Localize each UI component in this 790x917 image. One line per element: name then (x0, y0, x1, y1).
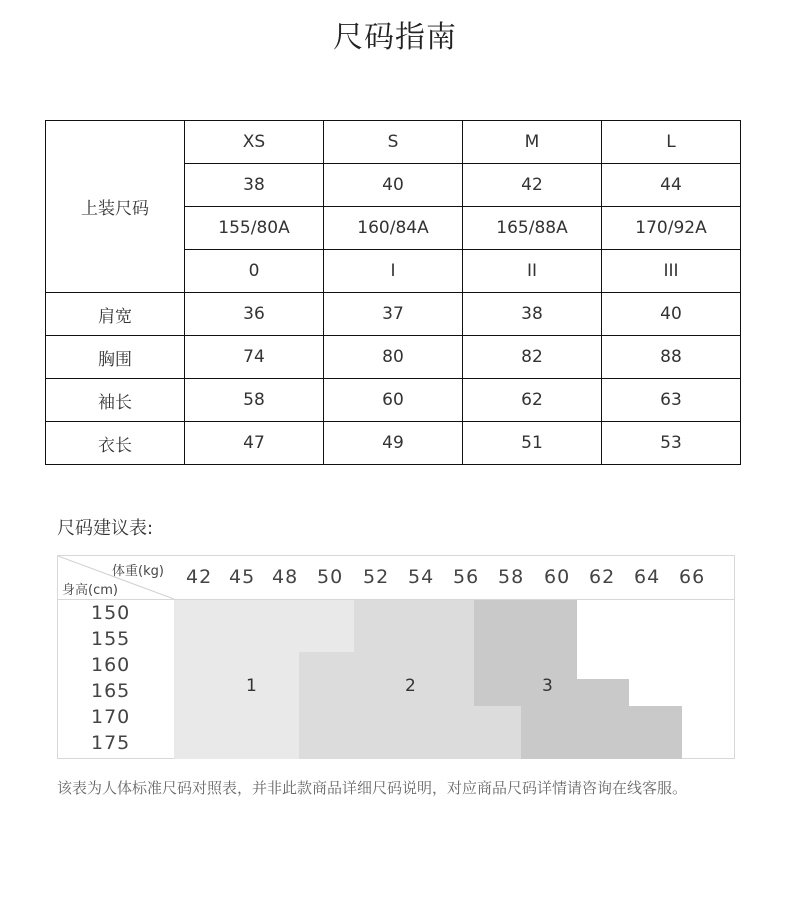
weight-tick: 52 (363, 566, 390, 588)
number-cell: 42 (463, 164, 602, 207)
height-tick: 160 (91, 654, 131, 676)
height-label: 身高(cm) (62, 583, 118, 598)
table-row (46, 336, 741, 379)
weight-tick: 42 (186, 566, 213, 588)
zone-label: 1 (246, 676, 257, 696)
value-cell: 74 (185, 336, 324, 379)
spec-cell: 165/88A (463, 207, 602, 250)
row-label: 肩宽 (46, 293, 185, 336)
top-size-label: 上装尺码 (46, 121, 185, 293)
weight-tick: 66 (679, 566, 706, 588)
height-tick: 170 (91, 706, 131, 728)
code-cell: I (324, 250, 463, 293)
code-cell: II (463, 250, 602, 293)
table-row (46, 422, 741, 465)
weight-label: 体重(kg) (112, 564, 164, 579)
row-label: 胸围 (46, 336, 185, 379)
number-cell: 38 (185, 164, 324, 207)
size-cell: M (463, 121, 602, 164)
value-cell: 62 (463, 379, 602, 422)
weight-tick: 54 (408, 566, 435, 588)
size-cell: S (324, 121, 463, 164)
size-cell: L (602, 121, 741, 164)
size-cell: XS (185, 121, 324, 164)
zone-2-area (299, 652, 354, 759)
value-cell: 47 (185, 422, 324, 465)
code-cell: III (602, 250, 741, 293)
weight-tick: 62 (589, 566, 616, 588)
number-cell: 40 (324, 164, 463, 207)
page-title: 尺码指南 (333, 20, 457, 55)
weight-tick: 50 (317, 566, 344, 588)
zone-2-area (474, 706, 521, 759)
value-cell: 63 (602, 379, 741, 422)
value-cell: 37 (324, 293, 463, 336)
height-tick: 175 (91, 732, 131, 754)
value-cell: 53 (602, 422, 741, 465)
zone-3-area (629, 706, 682, 759)
weight-tick: 60 (544, 566, 571, 588)
value-cell: 40 (602, 293, 741, 336)
value-cell: 51 (463, 422, 602, 465)
weight-tick: 58 (498, 566, 525, 588)
height-tick: 155 (91, 628, 131, 650)
zone-1-area (174, 599, 299, 759)
spec-cell: 155/80A (185, 207, 324, 250)
zone-3-area (521, 706, 577, 759)
height-tick: 150 (91, 602, 131, 624)
number-cell: 44 (602, 164, 741, 207)
value-cell: 82 (463, 336, 602, 379)
zone-3-area (577, 679, 629, 759)
recommend-title: 尺码建议表: (57, 518, 154, 539)
zone-3-area (474, 599, 577, 706)
value-cell: 60 (324, 379, 463, 422)
disclaimer-note: 该表为人体标准尺码对照表，并非此款商品详细尺码说明，对应商品尺码详情请咨询在线客服。 (57, 779, 688, 797)
table-row (46, 379, 741, 422)
value-cell: 80 (324, 336, 463, 379)
zone-label: 3 (542, 676, 553, 696)
value-cell: 88 (602, 336, 741, 379)
value-cell: 38 (463, 293, 602, 336)
height-tick: 165 (91, 680, 131, 702)
value-cell: 58 (185, 379, 324, 422)
row-label: 袖长 (46, 379, 185, 422)
zone-label: 2 (405, 676, 416, 696)
value-cell: 36 (185, 293, 324, 336)
recommend-grid (57, 555, 735, 759)
row-label: 衣长 (46, 422, 185, 465)
weight-tick: 64 (634, 566, 661, 588)
zone-1-area (299, 599, 354, 652)
code-cell: 0 (185, 250, 324, 293)
header-divider (58, 599, 734, 600)
weight-tick: 48 (272, 566, 299, 588)
table-row (46, 293, 741, 336)
weight-tick: 45 (229, 566, 256, 588)
spec-cell: 160/84A (324, 207, 463, 250)
spec-cell: 170/92A (602, 207, 741, 250)
value-cell: 49 (324, 422, 463, 465)
weight-tick: 56 (453, 566, 480, 588)
size-table (45, 120, 741, 465)
